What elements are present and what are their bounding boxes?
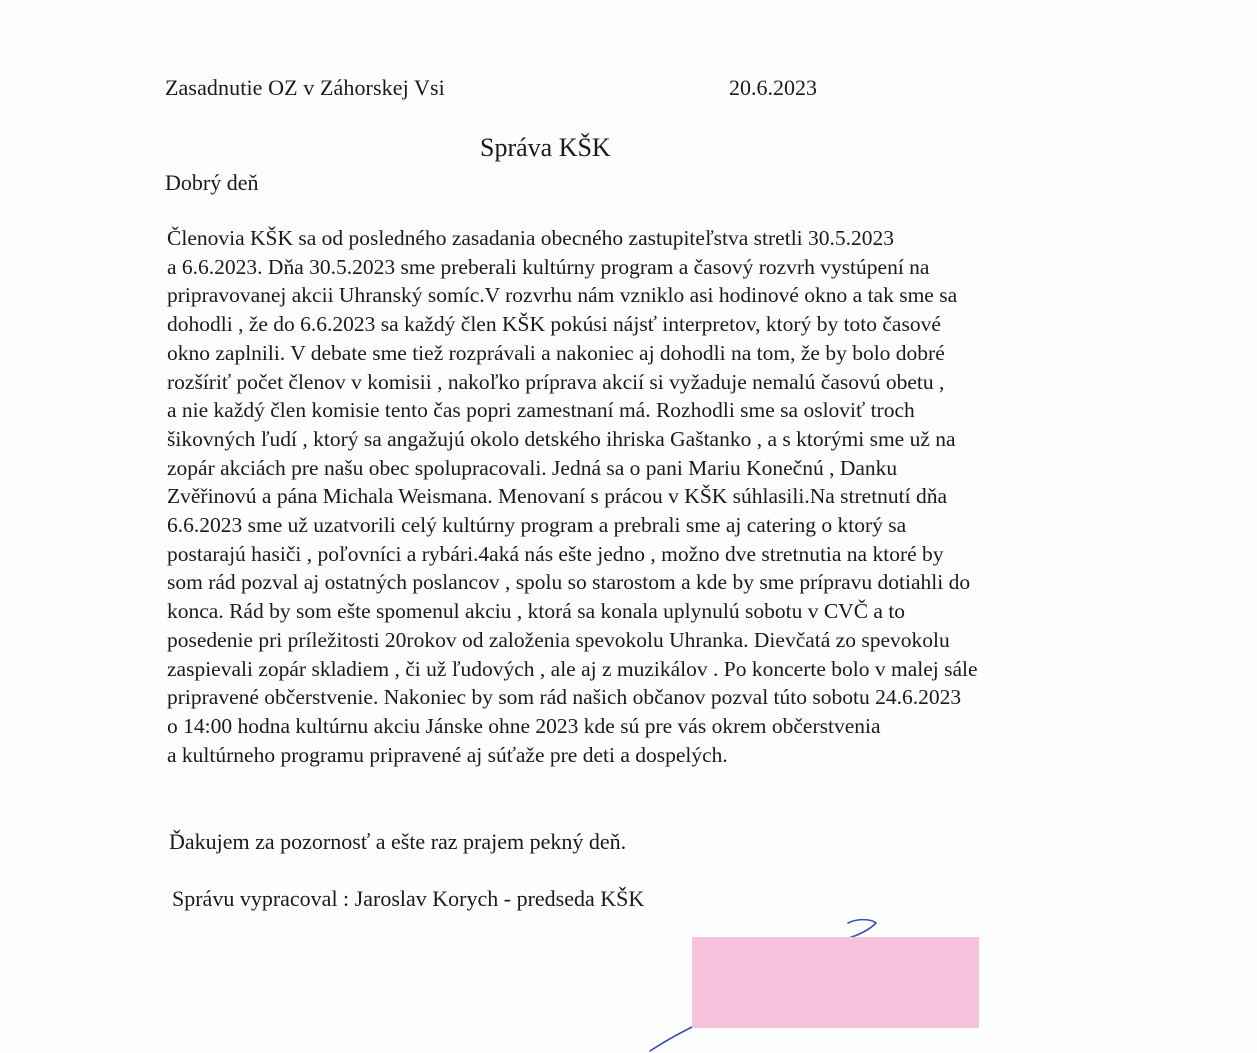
- body-line: okno zaplnili. V debate sme tiež rozprávali a nakoniec aj dohodli na tom, že by bolo dobré: [167, 340, 945, 365]
- body-line: posedenie pri príležitosti 20rokov od založenia spevokolu Uhranka. Dievčatá zo spevokolu: [167, 627, 950, 652]
- greeting: Dobrý deň: [165, 170, 259, 195]
- body-line: konca. Rád by som ešte spomenul akciu , ktorá sa konala uplynulú sobotu v CVČ a to: [167, 599, 906, 624]
- body-line: zopár akciách pre našu obec spolupracovali. Jedná sa o pani Mariu Konečnú , Danku: [167, 455, 898, 480]
- body-line: a kultúrneho programu pripravené aj súťaže pre deti a dospelých.: [167, 742, 728, 767]
- closing-line: Ďakujem za pozornosť a ešte raz prajem pekný deň.: [169, 829, 627, 854]
- report-title: Správa KŠK: [480, 133, 611, 162]
- document-date: 20.6.2023: [729, 75, 817, 100]
- body-line: šikovných ľudí , ktorý sa angažujú okolo detského ihriska Gaštanko , a s ktorými sme už na: [167, 426, 956, 451]
- body-line: dohodli , že do 6.6.2023 sa každý člen KŠK pokúsi nájsť interpretov, ktorý by toto časové: [167, 312, 941, 337]
- author-line: Správu vypracoval : Jaroslav Korych - predseda KŠK: [172, 886, 645, 911]
- redaction-box: [692, 937, 979, 1028]
- body-line: a nie každý člen komisie tento čas popri zamestnaní má. Rozhodli sme sa osloviť troch: [167, 398, 915, 423]
- body-line: pripravené občerstvenie. Nakoniec by som rád našich občanov pozval túto sobotu 24.6.2023: [167, 685, 962, 710]
- body-line: postarajú hasiči , poľovníci a rybári.4aká nás ešte jedno , možno dve stretnutia na ktoré by: [167, 541, 944, 566]
- report-body: [167, 224, 1127, 769]
- body-line: Členovia KŠK sa od posledného zasadania obecného zastupiteľstva stretli 30.5.2023: [167, 226, 895, 250]
- meeting-heading: Zasadnutie OZ v Záhorskej Vsi: [165, 75, 445, 100]
- body-line: Zvěřinovú a pána Michala Weismana. Menovaní s prácou v KŠK súhlasili.Na stretnutí dňa: [167, 484, 948, 509]
- body-line: pripravovanej akcii Uhranský somíc.V rozvrhu nám vzniklo asi hodinové okno a tak sme sa: [167, 283, 958, 308]
- body-line: a 6.6.2023. Dňa 30.5.2023 sme preberali kultúrny program a časový rozvrh vystúpení na: [167, 254, 930, 279]
- body-line: 6.6.2023 sme už uzatvorili celý kultúrny program a prebrali sme aj catering o ktorý sa: [167, 513, 907, 538]
- body-line: zaspievali zopár skladiem , či už ľudových , ale aj z muzikálov . Po koncerte bolo v malej sále: [167, 656, 978, 681]
- body-line: som rád pozval aj ostatných poslancov , spolu so starostom a kde by sme prípravu dotiahli do: [167, 570, 971, 595]
- body-line: rozšíriť počet členov v komisii , nakoľko príprava akcií si vyžaduje nemalú časovú obetu ,: [167, 369, 945, 394]
- body-line: o 14:00 hodna kultúrnu akciu Jánske ohne 2023 kde sú pre vás okrem občerstvenia: [167, 713, 881, 738]
